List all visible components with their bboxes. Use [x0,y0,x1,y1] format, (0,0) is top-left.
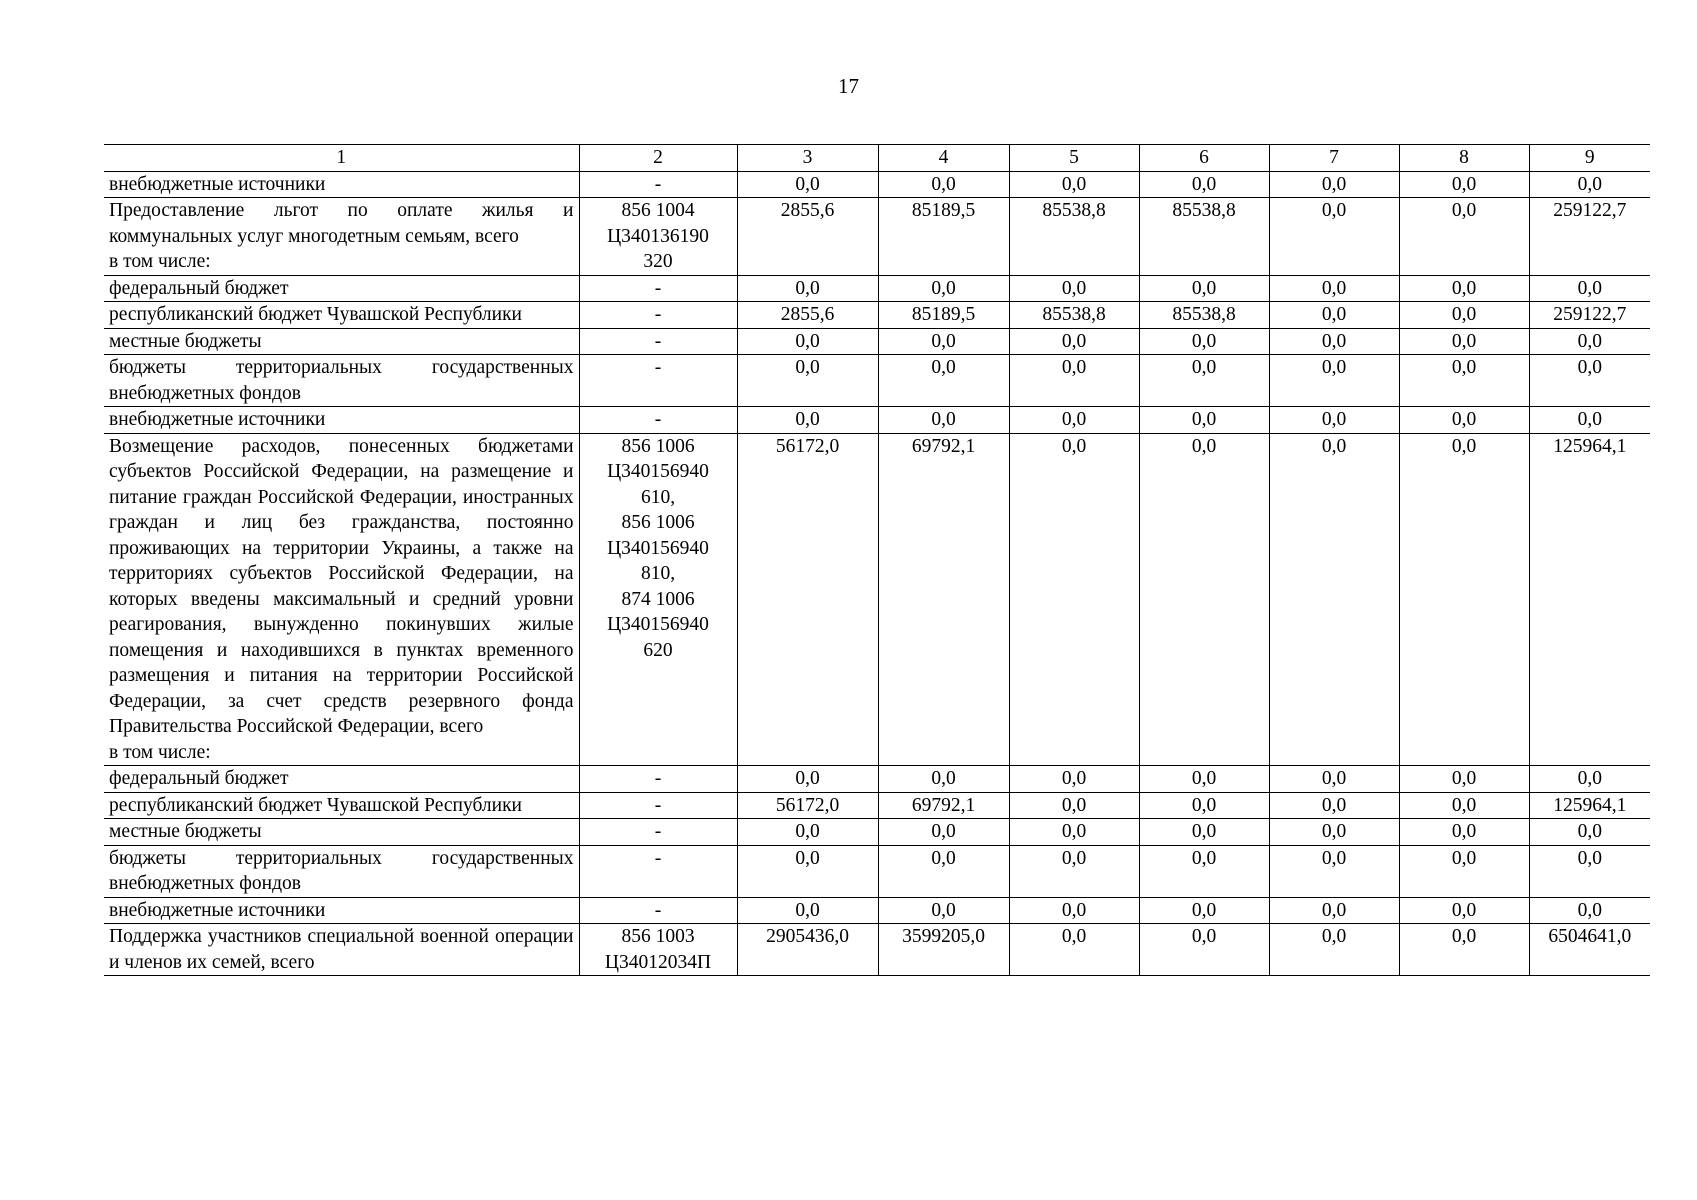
row-name-line: внебюджетные источники [109,173,326,195]
table-row [104,171,1650,198]
value-cell: 2855,6 [737,302,878,329]
value-cell: 0,0 [1399,792,1529,819]
budget-code-cell: - [579,407,737,434]
table-row [104,819,1650,846]
value-cell: 0,0 [1009,328,1139,355]
row-name-line: республиканский бюджет Чувашской Республики [109,794,522,816]
table-row [104,302,1650,329]
table-row [104,792,1650,819]
value-cell: 0,0 [737,171,878,198]
budget-code-cell: 856 1006 Ц340156940 610, 856 1006 Ц340156940 810, 874 1006 Ц340156940 620 [579,433,737,766]
value-cell: 0,0 [1529,275,1650,302]
value-cell: 0,0 [1399,845,1529,897]
value-cell: 0,0 [1139,328,1269,355]
value-cell: 0,0 [1009,407,1139,434]
budget-code-cell: 856 1004 Ц340136190 320 [579,198,737,276]
value-cell: 6504641,0 [1529,924,1650,976]
value-cell: 0,0 [1009,792,1139,819]
value-cell: 0,0 [1139,766,1269,793]
value-cell: 0,0 [1009,924,1139,976]
budget-code-cell: - [579,171,737,198]
table-row [104,275,1650,302]
row-name-cell [104,275,579,302]
value-cell: 0,0 [1009,766,1139,793]
row-name-line: Поддержка участников специальной военной операции и членов их семей, всего [109,926,574,973]
value-cell: 0,0 [1269,355,1399,407]
value-cell: 0,0 [1529,407,1650,434]
value-cell: 0,0 [1009,355,1139,407]
value-cell: 0,0 [878,171,1009,198]
value-cell: 0,0 [1529,897,1650,924]
row-name-cell [104,302,579,329]
value-cell: 0,0 [1269,792,1399,819]
value-cell: 0,0 [737,355,878,407]
value-cell: 0,0 [1009,845,1139,897]
budget-code-cell: 856 1003 Ц34012034П [579,924,737,976]
budget-table [104,144,1650,976]
value-cell: 0,0 [878,407,1009,434]
column-number-cell: 9 [1529,145,1650,172]
value-cell: 85189,5 [878,302,1009,329]
value-cell: 259122,7 [1529,198,1650,276]
value-cell: 0,0 [1529,355,1650,407]
value-cell: 0,0 [1139,897,1269,924]
value-cell: 0,0 [1399,924,1529,976]
value-cell: 0,0 [1139,819,1269,846]
row-name-line: республиканский бюджет Чувашской Республики [109,304,522,325]
value-cell: 0,0 [1269,328,1399,355]
row-name-cell [104,198,579,276]
row-name-cell [104,792,579,819]
table-row [104,407,1650,434]
row-name-cell [104,845,579,897]
value-cell: 0,0 [1269,275,1399,302]
row-name-line: бюджеты территориальных государственных внебюджетных фондов [109,847,574,894]
table-row [104,433,1650,766]
row-name-line: федеральный бюджет [109,768,289,789]
table-row [104,198,1650,276]
value-cell: 3599205,0 [878,924,1009,976]
value-cell: 0,0 [1009,171,1139,198]
value-cell: 0,0 [1139,275,1269,302]
column-number-cell: 8 [1399,145,1529,172]
row-name-cell [104,328,579,355]
row-name-cell [104,355,579,407]
row-name-cell [104,924,579,976]
value-cell: 0,0 [1269,302,1399,329]
value-cell: 0,0 [737,328,878,355]
value-cell: 0,0 [1009,897,1139,924]
column-number-cell: 1 [104,145,579,172]
row-name-cell [104,433,579,766]
value-cell: 0,0 [878,355,1009,407]
value-cell: 0,0 [1399,766,1529,793]
value-cell: 0,0 [1529,328,1650,355]
value-cell: 0,0 [1529,819,1650,846]
value-cell: 2905436,0 [737,924,878,976]
value-cell: 0,0 [1269,198,1399,276]
row-name-line: бюджеты территориальных государственных внебюджетных фондов [109,357,574,404]
value-cell: 125964,1 [1529,792,1650,819]
value-cell: 0,0 [737,275,878,302]
table-row [104,845,1650,897]
value-cell: 0,0 [737,897,878,924]
value-cell: 259122,7 [1529,302,1650,329]
value-cell: 0,0 [1399,433,1529,766]
value-cell: 0,0 [1399,328,1529,355]
value-cell: 0,0 [878,275,1009,302]
row-name-line: в том числе: [109,251,211,272]
budget-code-cell: - [579,897,737,924]
value-cell: 0,0 [1399,819,1529,846]
row-name-line: федеральный бюджет [109,277,289,299]
value-cell: 0,0 [1139,924,1269,976]
row-name-cell [104,819,579,846]
row-name-line: Возмещение расходов, понесенных бюджетами субъектов Российской Федерации, на размещение и питание граждан Российской Федерации, иностранных граждан и лиц без гражданства, постоянно проживающих на территории Украины, а также на территориях субъектов Российской Федерации, на которых введены максимальный и средний уровни реагирования, вынужденно покинувших жилые помещения и находившихся в пунктах временного размещения и питания на территории Российской Федерации, за счет средств резервного фонда Правительства Российской Федерации, всего [109,435,574,737]
value-cell: 0,0 [1139,433,1269,766]
value-cell: 0,0 [1139,355,1269,407]
value-cell: 0,0 [878,819,1009,846]
value-cell: 85538,8 [1139,302,1269,329]
budget-code-cell: - [579,792,737,819]
value-cell: 0,0 [1269,766,1399,793]
row-name-line: местные бюджеты [109,821,262,842]
table-row [104,328,1650,355]
column-number-cell: 2 [579,145,737,172]
value-cell: 0,0 [1269,819,1399,846]
budget-code-cell: - [579,275,737,302]
value-cell: 0,0 [737,407,878,434]
budget-code-cell: - [579,845,737,897]
table-row [104,924,1650,976]
value-cell: 85538,8 [1009,302,1139,329]
value-cell: 85538,8 [1139,198,1269,276]
value-cell: 0,0 [1269,845,1399,897]
value-cell: 0,0 [878,328,1009,355]
value-cell: 0,0 [1399,897,1529,924]
row-name-cell [104,897,579,924]
column-number-cell: 5 [1009,145,1139,172]
value-cell: 2855,6 [737,198,878,276]
value-cell: 85538,8 [1009,198,1139,276]
value-cell: 56172,0 [737,792,878,819]
value-cell: 0,0 [1139,171,1269,198]
value-cell: 0,0 [1529,766,1650,793]
value-cell: 0,0 [1399,198,1529,276]
value-cell: 0,0 [878,845,1009,897]
budget-code-cell: - [579,819,737,846]
value-cell: 0,0 [737,819,878,846]
table-row [104,355,1650,407]
value-cell: 0,0 [1269,924,1399,976]
column-number-cell: 6 [1139,145,1269,172]
budget-code-cell: - [579,328,737,355]
value-cell: 0,0 [1399,407,1529,434]
value-cell: 125964,1 [1529,433,1650,766]
column-number-row [104,145,1650,172]
value-cell: 0,0 [1269,897,1399,924]
value-cell: 0,0 [1009,275,1139,302]
column-number-cell: 4 [878,145,1009,172]
budget-code-cell: - [579,766,737,793]
value-cell: 0,0 [1399,355,1529,407]
row-name-cell [104,171,579,198]
row-name-cell [104,766,579,793]
column-number-cell: 7 [1269,145,1399,172]
value-cell: 0,0 [1529,845,1650,897]
row-name-cell [104,407,579,434]
value-cell: 0,0 [737,766,878,793]
value-cell: 0,0 [1139,792,1269,819]
page-number: 17 [838,74,859,98]
value-cell: 0,0 [878,897,1009,924]
row-name-line: внебюджетные источники [109,899,326,921]
value-cell: 56172,0 [737,433,878,766]
value-cell: 0,0 [1269,433,1399,766]
value-cell: 0,0 [1269,407,1399,434]
row-name-line: внебюджетные источники [109,409,326,430]
value-cell: 0,0 [1399,302,1529,329]
value-cell: 69792,1 [878,792,1009,819]
table-row [104,766,1650,793]
value-cell: 0,0 [1529,171,1650,198]
table-body [104,145,1650,976]
row-name-line: местные бюджеты [109,330,262,352]
value-cell: 0,0 [878,766,1009,793]
value-cell: 69792,1 [878,433,1009,766]
column-number-cell: 3 [737,145,878,172]
value-cell: 0,0 [1139,407,1269,434]
row-name-line: Предоставление льгот по оплате жилья и коммунальных услуг многодетным семьям, всего [109,200,574,247]
value-cell: 0,0 [1399,171,1529,198]
value-cell: 0,0 [1009,433,1139,766]
value-cell: 0,0 [1139,845,1269,897]
value-cell: 0,0 [1009,819,1139,846]
value-cell: 85189,5 [878,198,1009,276]
budget-code-cell: - [579,355,737,407]
value-cell: 0,0 [1399,275,1529,302]
value-cell: 0,0 [737,845,878,897]
row-name-line: в том числе: [109,741,211,763]
table-row [104,897,1650,924]
value-cell: 0,0 [1269,171,1399,198]
budget-code-cell: - [579,302,737,329]
